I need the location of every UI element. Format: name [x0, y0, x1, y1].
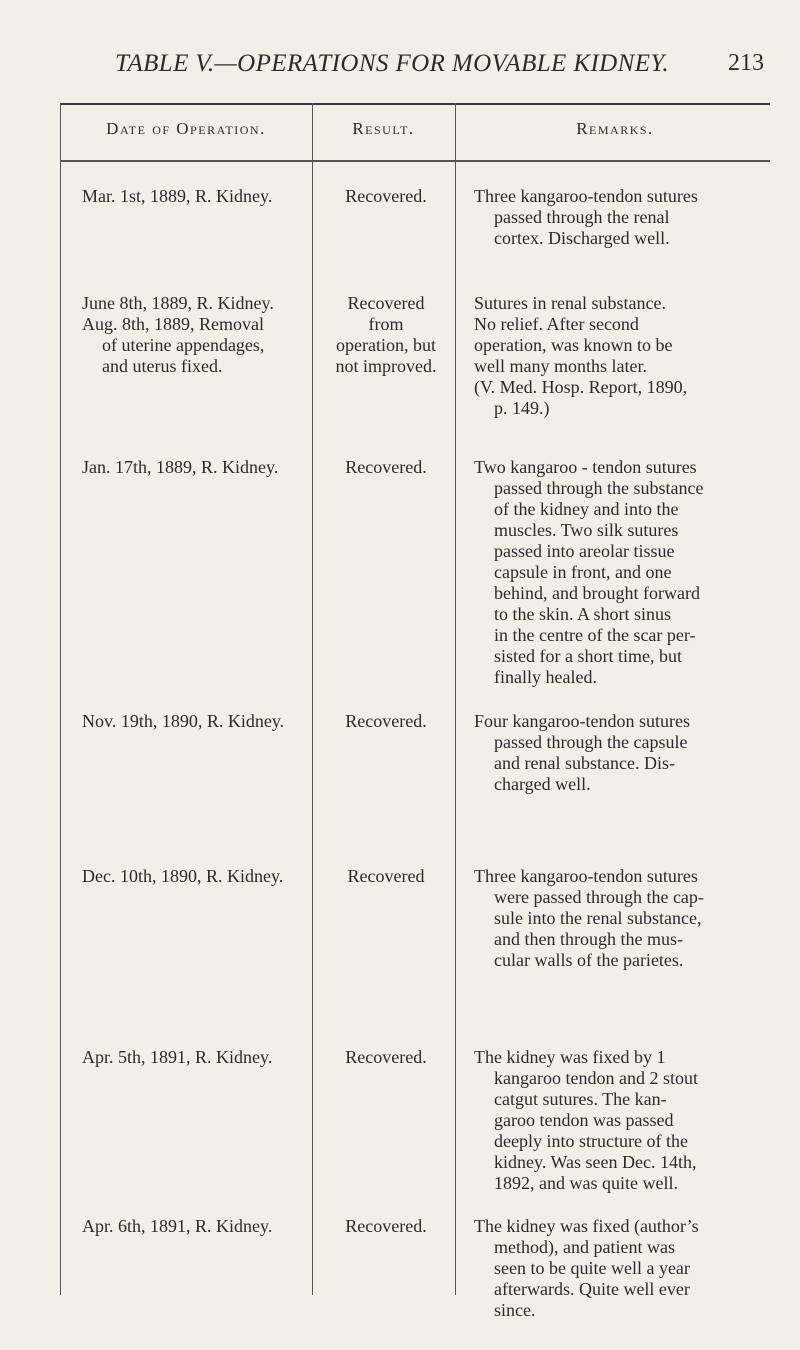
date-line: Mar. 1st, 1889, R. Kidney. [82, 186, 273, 206]
remarks-line: capsule in front, and one [494, 562, 672, 582]
result-line: Recovered. [345, 1216, 427, 1236]
remarks-line: and renal substance. Dis- [494, 753, 675, 773]
row-result [312, 866, 460, 887]
row-result [312, 293, 460, 377]
table-top-rule [60, 103, 770, 105]
remarks-line: garoo tendon was passed [494, 1110, 674, 1130]
column-divider-1 [312, 103, 313, 1295]
row-remarks [474, 866, 774, 971]
remarks-line: The kidney was fixed (author’s [474, 1216, 699, 1236]
date-line: of uterine appendages, [102, 335, 265, 355]
row-date [82, 293, 322, 377]
remarks-line: cortex. Discharged well. [494, 228, 670, 248]
remarks-line: Two kangaroo - tendon sutures [474, 457, 697, 477]
table-left-border [60, 103, 61, 1295]
remarks-line: method), and patient was [494, 1237, 675, 1257]
result-line: operation, but [336, 335, 436, 355]
remarks-line: Three kangaroo-tendon sutures [474, 186, 698, 206]
row-date [82, 1047, 322, 1068]
row-result [312, 1216, 460, 1237]
row-date [82, 457, 322, 478]
column-divider-2 [455, 103, 456, 1295]
remarks-line: sisted for a short time, but [494, 646, 682, 666]
row-date [82, 1216, 322, 1237]
remarks-line: The kidney was fixed by 1 [474, 1047, 666, 1067]
remarks-line: well many months later. [474, 356, 647, 376]
remarks-line: of the kidney and into the [494, 499, 679, 519]
result-line: Recovered [347, 293, 425, 313]
running-head [0, 50, 800, 80]
column-header-remarks: Remarks. [576, 119, 654, 138]
remarks-line: sule into the renal substance, [494, 908, 702, 928]
remarks-line: finally healed. [494, 667, 597, 687]
row-remarks [474, 293, 774, 419]
running-title: TABLE V.—OPERATIONS FOR MOVABLE KIDNEY. [115, 50, 670, 77]
remarks-line: deeply into structure of the [494, 1131, 688, 1151]
remarks-line: Four kangaroo-tendon sutures [474, 711, 690, 731]
date-line: Apr. 6th, 1891, R. Kidney. [82, 1216, 273, 1236]
remarks-line: since. [494, 1300, 536, 1320]
remarks-line: seen to be quite well a year [494, 1258, 690, 1278]
table-header-rule [60, 160, 770, 162]
result-line: Recovered [347, 866, 425, 886]
result-line: Recovered. [345, 457, 427, 477]
date-line: Jan. 17th, 1889, R. Kidney. [82, 457, 279, 477]
result-line: Recovered. [345, 186, 427, 206]
remarks-line: to the skin. A short sinus [494, 604, 672, 624]
row-remarks [474, 186, 774, 249]
row-result [312, 186, 460, 207]
remarks-line: 1892, and was quite well. [494, 1173, 678, 1193]
date-line: Dec. 10th, 1890, R. Kidney. [82, 866, 284, 886]
page-number: 213 [728, 50, 764, 76]
date-line: June 8th, 1889, R. Kidney. [82, 293, 274, 313]
remarks-line: and then through the mus- [494, 929, 683, 949]
row-remarks [474, 457, 774, 688]
row-date [82, 711, 322, 732]
remarks-line: Sutures in renal substance. [474, 293, 666, 313]
column-header-date: Date of Operation. [106, 119, 266, 138]
remarks-line: cular walls of the parietes. [494, 950, 684, 970]
row-remarks [474, 1047, 774, 1194]
remarks-line: muscles. Two silk sutures [494, 520, 679, 540]
result-line: Recovered. [345, 1047, 427, 1067]
remarks-line: afterwards. Quite well ever [494, 1279, 690, 1299]
result-line: Recovered. [345, 711, 427, 731]
remarks-line: charged well. [494, 774, 591, 794]
date-line: Aug. 8th, 1889, Removal [82, 314, 264, 334]
remarks-line: behind, and brought forward [494, 583, 700, 603]
remarks-line: operation, was known to be [474, 335, 673, 355]
remarks-line: Three kangaroo-tendon sutures [474, 866, 698, 886]
remarks-line: were passed through the cap- [494, 887, 704, 907]
result-line: not improved. [335, 356, 437, 376]
remarks-line: p. 149.) [494, 398, 550, 418]
date-line: Apr. 5th, 1891, R. Kidney. [82, 1047, 273, 1067]
remarks-line: No relief. After second [474, 314, 639, 334]
date-line: and uterus fixed. [102, 356, 223, 376]
remarks-line: kangaroo tendon and 2 stout [494, 1068, 698, 1088]
remarks-line: catgut sutures. The kan- [494, 1089, 667, 1109]
remarks-line: in the centre of the scar per- [494, 625, 696, 645]
remarks-line: (V. Med. Hosp. Report, 1890, [474, 377, 688, 397]
row-date [82, 866, 322, 887]
row-remarks [474, 711, 774, 795]
row-result [312, 457, 460, 478]
column-header-result: Result. [352, 119, 415, 138]
remarks-line: kidney. Was seen Dec. 14th, [494, 1152, 697, 1172]
remarks-line: passed through the substance [494, 478, 704, 498]
remarks-line: passed into areolar tissue [494, 541, 675, 561]
remarks-line: passed through the capsule [494, 732, 688, 752]
row-result [312, 711, 460, 732]
result-line: from [368, 314, 404, 334]
date-line: Nov. 19th, 1890, R. Kidney. [82, 711, 285, 731]
row-date [82, 186, 322, 207]
row-remarks [474, 1216, 774, 1321]
row-result [312, 1047, 460, 1068]
remarks-line: passed through the renal [494, 207, 670, 227]
